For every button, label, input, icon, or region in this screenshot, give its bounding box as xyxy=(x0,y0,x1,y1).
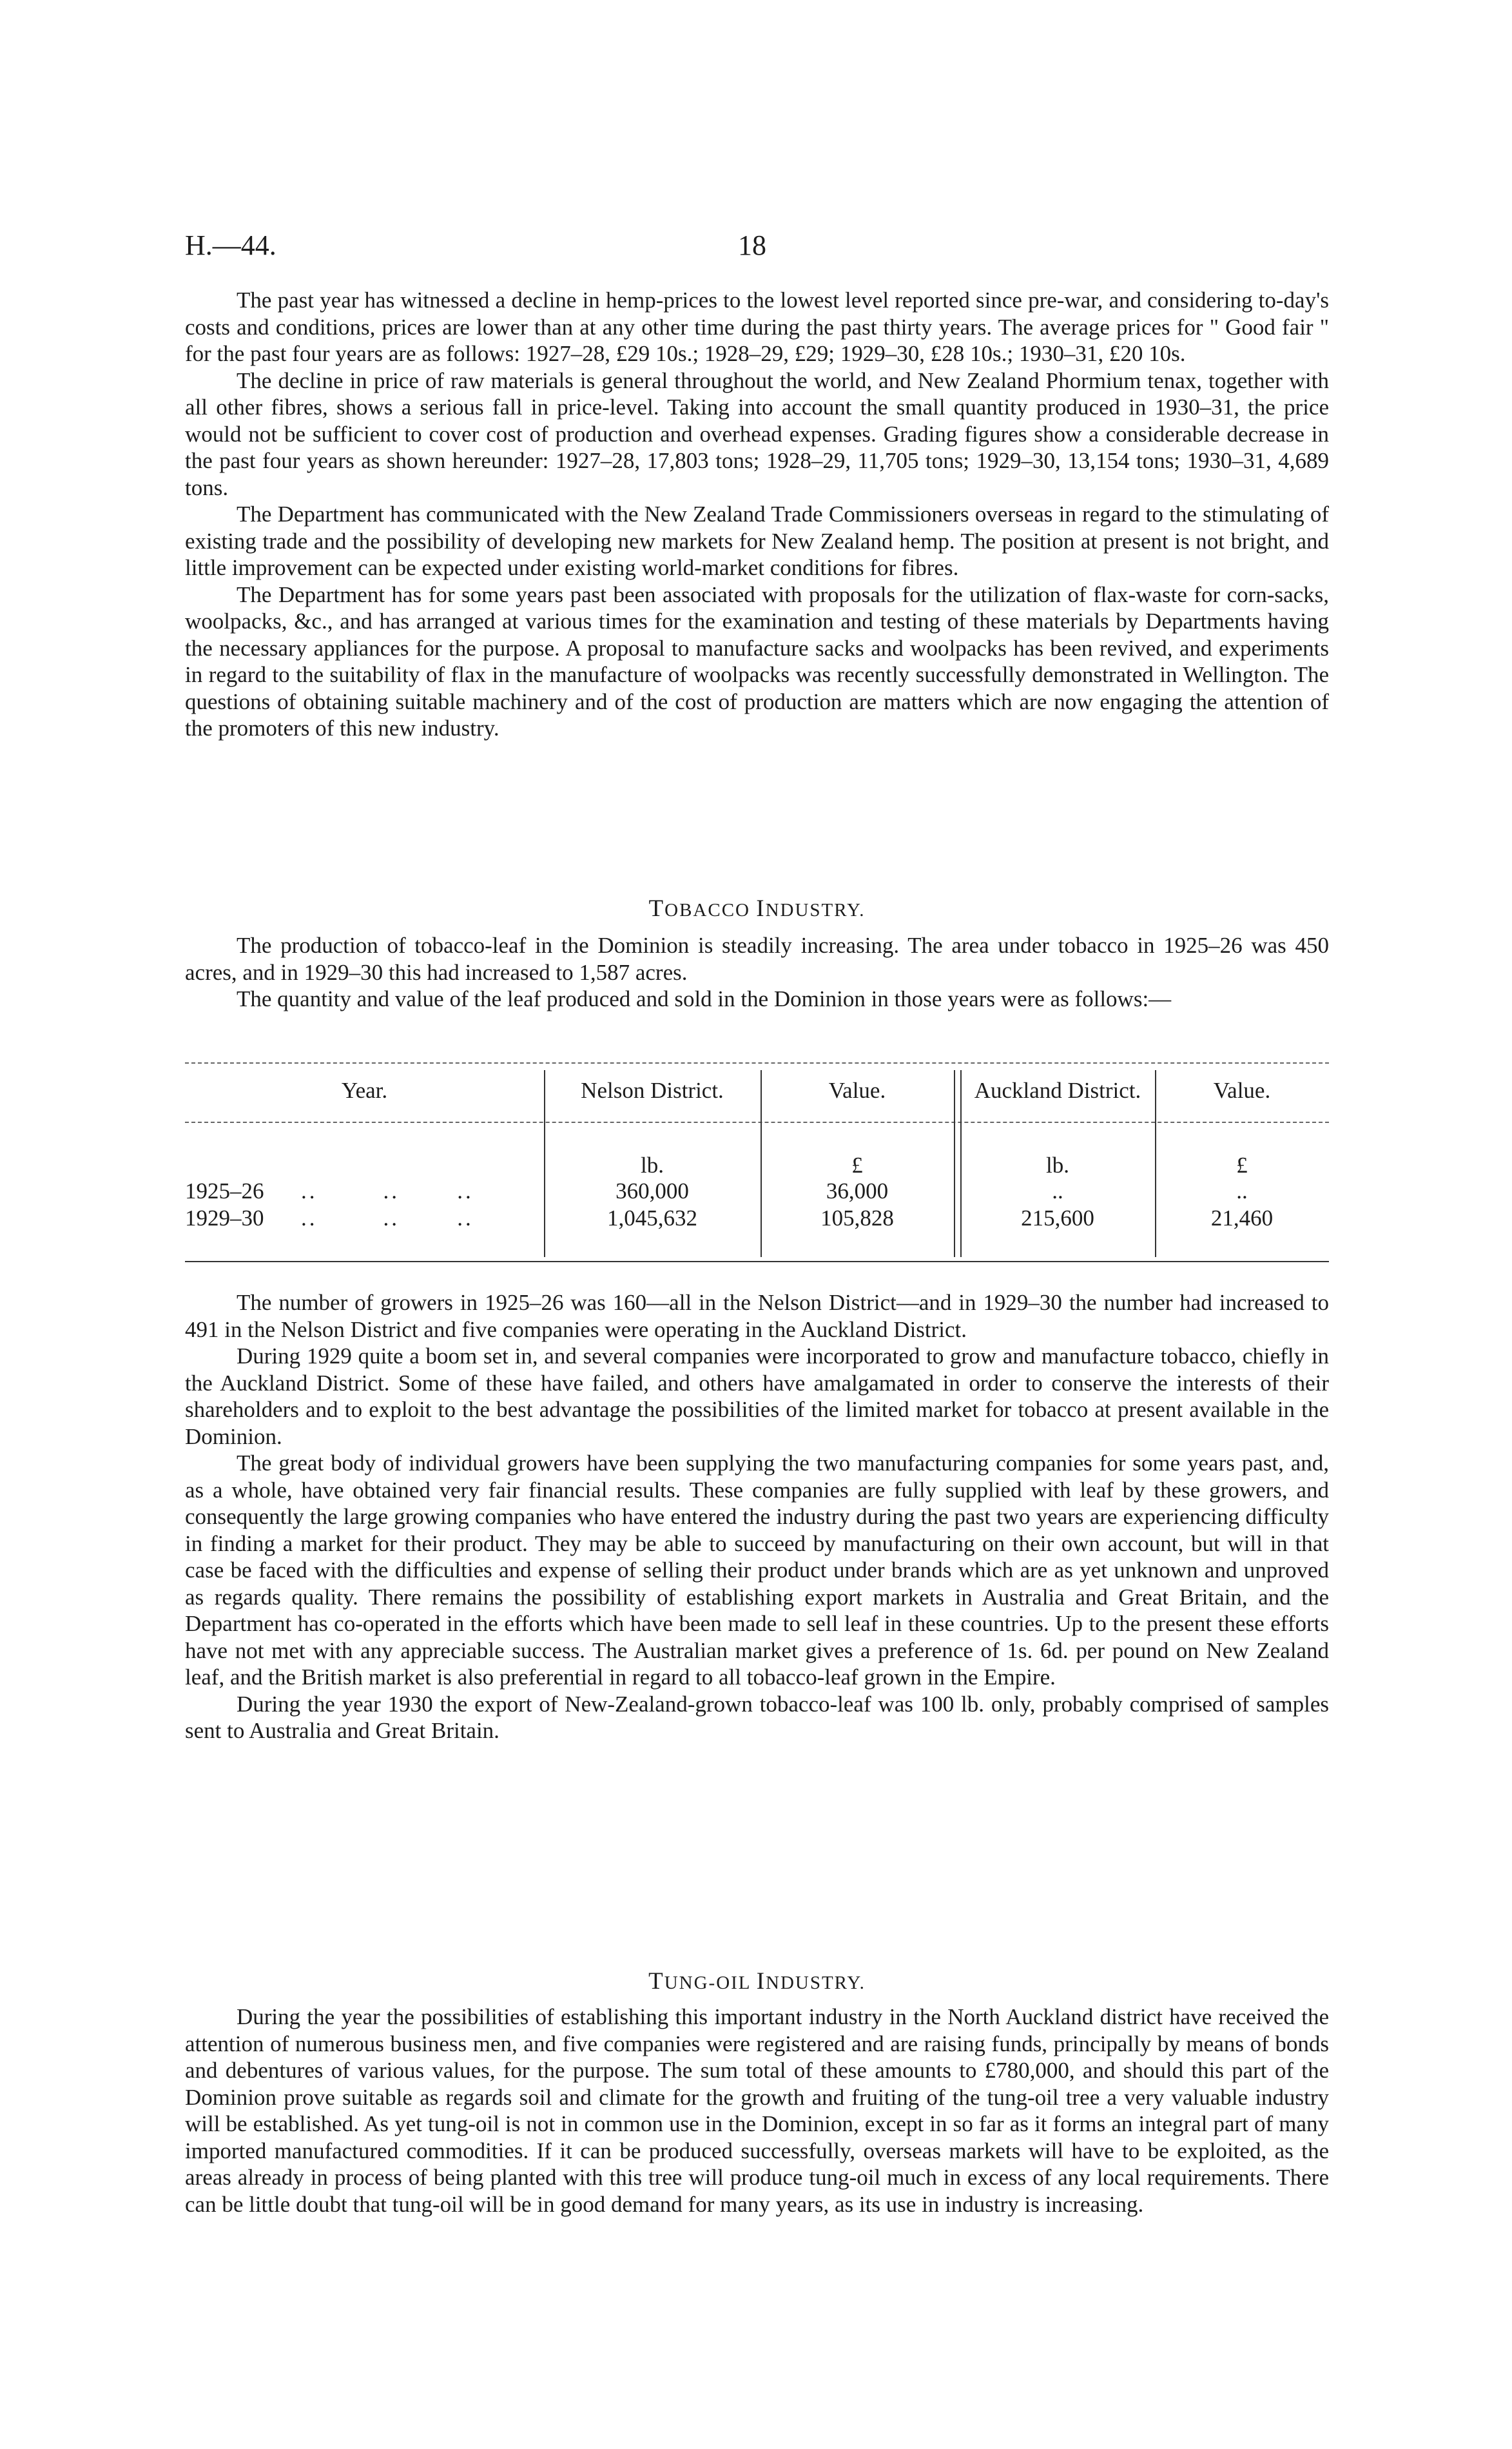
paragraph: The production of tobacco-leaf in the Dominion is steadily increasing. The area under tobacco in 1925–26 was 450 acres, and in 1929–30 this had increased to 1,587 acres. xyxy=(185,933,1329,985)
column-header-value: Value. xyxy=(1213,1078,1271,1103)
tobacco-production-table xyxy=(185,1062,1329,1269)
page-number: 18 xyxy=(738,229,766,261)
unit-label: £ xyxy=(1236,1153,1248,1178)
leader-dots: .. .. .. xyxy=(301,1178,474,1204)
report-reference: H.—44. xyxy=(185,229,276,261)
column-header-nelson: Nelson District. xyxy=(581,1078,724,1103)
column-header-year: Year. xyxy=(341,1078,388,1103)
value-cell: 36,000 xyxy=(826,1178,889,1204)
paragraph: The number of growers in 1925–26 was 160—all in the Nelson District—and in 1929–30 the number had increased to 491 in the Nelson District and five companies were operating in the Auckland District. xyxy=(185,1290,1329,1342)
hemp-section xyxy=(185,287,1329,742)
value-cell: .. xyxy=(1236,1178,1248,1204)
tobacco-intro xyxy=(185,932,1329,1013)
paragraph: The past year has witnessed a decline in hemp-prices to the lowest level reported since pre-war, and considering to-day's costs and conditions, prices are lower than at any other time during the past thirty years. The average prices for " Good fair " for the past four years are as follows: 1927–28, £29 10s.; 1928–29, £29; 1929–30, £28 10s.; 1930–31, £20 10s. xyxy=(185,288,1329,366)
table-row xyxy=(185,1178,544,1204)
unit-label: lb. xyxy=(641,1153,664,1178)
unit-label: £ xyxy=(851,1153,863,1178)
leader-dots: .. .. .. xyxy=(301,1205,474,1231)
tung-oil-section xyxy=(185,2004,1329,2218)
section-heading-tobacco: TOBACCO INDUSTRY. xyxy=(648,895,866,922)
auckland-cell: 215,600 xyxy=(1021,1205,1094,1231)
section-heading-tung-oil: TUNG-OIL INDUSTRY. xyxy=(648,1968,866,1995)
paragraph: The Department has communicated with the New Zealand Trade Commissioners overseas in regard to the stimulating of existing trade and the possibility of developing new markets for New Zealand hemp. The position at present is not bright, and little improvement can be expected under existing world-market conditions for fibres. xyxy=(185,502,1329,580)
value-cell: 21,460 xyxy=(1210,1205,1274,1231)
table-top-rule xyxy=(185,1062,1329,1064)
column-divider xyxy=(954,1070,955,1257)
paragraph: During the year the possibilities of establishing this important industry in the North Auckland district have received the attention of numerous business men, and five companies were registered and are raising funds, principally by means of bonds and debentures of various values, for the purpose. The sum total of these amounts to £780,000, and should this part of the Dominion prove suitable as regards soil and climate for the growth and fruiting of the tung-oil tree a very valuable industry will be established. As yet tung-oil is not in common use in the Dominion, except in so far as it forms an integral part of many imported manufactured commodities. If it can be produced successfully, overseas markets will have to be exploited, as the areas already in process of being planted with this tree will produce tung-oil much in excess of any local requirements. There can be little doubt that tung-oil will be in good demand for many years, as its use in industry is increasing. xyxy=(185,2004,1329,2217)
nelson-cell: 1,045,632 xyxy=(607,1205,697,1231)
paragraph: The quantity and value of the leaf produced and sold in the Dominion in those years were as follows:— xyxy=(237,986,1172,1011)
unit-label: lb. xyxy=(1046,1153,1069,1178)
paragraph: During 1929 quite a boom set in, and several companies were incorporated to grow and manufacture tobacco, chiefly in the Auckland District. Some of these have failed, and others have amalgamated in order to conserve the interests of their shareholders and to exploit to the best advantage the possibilities of the limited market for tobacco at present available in the Dominion. xyxy=(185,1343,1329,1449)
column-header-value: Value. xyxy=(828,1078,886,1103)
header-rule xyxy=(185,1122,1329,1123)
value-cell: 105,828 xyxy=(820,1205,894,1231)
auckland-cell: .. xyxy=(1052,1178,1063,1204)
paragraph: The decline in price of raw materials is general throughout the world, and New Zealand Phormium tenax, together with all other fibres, shows a serious fall in price-level. Taking into account the small quantity produced in 1930–31, the price would not be sufficient to cover cost of production and overhead expenses. Grading figures show a considerable decrease in the past four years as shown hereunder: 1927–28, 17,803 tons; 1928–29, 11,705 tons; 1929–30, 13,154 tons; 1930–31, 4,689 tons. xyxy=(185,367,1329,500)
tobacco-body xyxy=(185,1289,1329,1744)
table-bottom-rule xyxy=(185,1261,1329,1262)
year-cell: 1925–26 xyxy=(185,1178,264,1204)
year-cell: 1929–30 xyxy=(185,1205,264,1231)
paragraph: During the year 1930 the export of New-Zealand-grown tobacco-leaf was 100 lb. only, probably comprised of samples sent to Australia and Great Britain. xyxy=(185,1691,1329,1743)
paragraph: The great body of individual growers have been supplying the two manufacturing companies for some years past, and, as a whole, have obtained very fair financial results. These companies are fully supplied with leaf by these growers, and consequently the large growing companies who have entered the industry during the past two years are experiencing difficulty in finding a market for their product. They may be able to succeed by manufacturing on their own account, but will in that case be faced with the difficulties and expense of selling their product under brands which are as yet unknown and unproved as regards quality. There remains the possibility of establishing export markets in Australia and Great Britain, and the Department has co-operated in the efforts which have been made to sell leaf in these countries. Up to the present these efforts have not met with any appreciable success. The Australian market gives a preference of 1s. 6d. per pound on New Zealand leaf, and the British market is also preferential in regard to all tobacco-leaf grown in the Empire. xyxy=(185,1450,1329,1690)
column-header-auckland: Auckland District. xyxy=(974,1078,1141,1103)
nelson-cell: 360,000 xyxy=(615,1178,689,1204)
paragraph: The Department has for some years past been associated with proposals for the utilization of flax-waste for corn-sacks, woolpacks, &c., and has arranged at various times for the examination and testing of these materials by Departments having the necessary appliances for the purpose. A proposal to manufacture sacks and woolpacks has been revived, and experiments in regard to the suitability of flax in the manufacture of woolpacks was recently successfully demonstrated in Wellington. The questions of obtaining suitable machinery and of the cost of production are matters which are now engaging the attention of the promoters of this new industry. xyxy=(185,581,1329,741)
table-row xyxy=(185,1205,544,1231)
